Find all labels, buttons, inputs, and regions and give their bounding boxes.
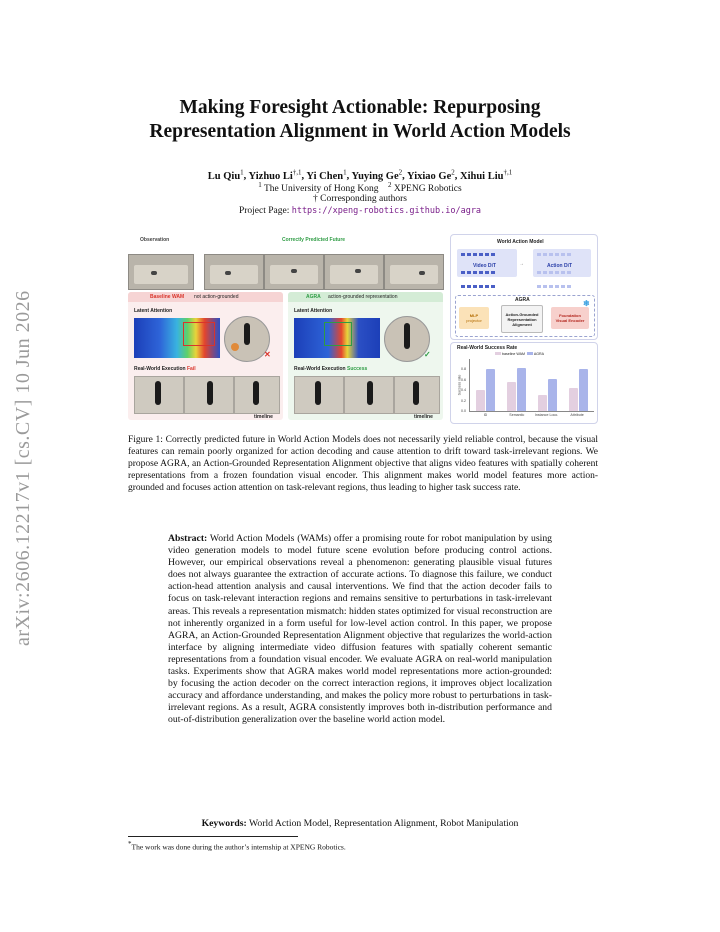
mlp-projector-block: MLP projector [459, 307, 489, 329]
agra-block-label: AGRA [515, 297, 530, 303]
abstract-label: Abstract: [168, 533, 208, 544]
future-frame [204, 254, 264, 290]
footnote: *The work was done during the author’s internship at XPENG Robotics. [128, 840, 346, 852]
project-url-link[interactable]: https://xpeng-robotics.github.io/agra [291, 206, 482, 216]
y-tick-label: 0.4 [461, 388, 466, 393]
world-action-model-diagram [450, 234, 598, 340]
x-tick-label: Instance Loco. [534, 413, 559, 417]
author: Yi Chen$^1$ [306, 168, 347, 182]
figure-caption: Figure 1: Correctly predicted future in World Action Models does not necessarily yield reliable control, because the visual features can remain poorly organized for action decoding and cause attention to drift toward task-irrelevant regions. We propose AGRA, an Action-Grounded Representation Alignment objective that aligns video features with spatially coherent representations from a frozen foundation visual encoder. This alignment makes world model features more action-grounded and focuses action attention on task-relevant regions, thus leading to higher task success rate. [128, 435, 598, 493]
agra-bar [517, 368, 526, 411]
author: Yixiao Ge$^2$ [407, 168, 455, 182]
attention-box [324, 322, 352, 346]
y-axis-label: Success rate [457, 374, 462, 396]
execution-frame [344, 376, 394, 414]
author: Yizhuo $Li^{\dagger,1}$ [248, 168, 302, 182]
snowflake-icon: ❄ [583, 299, 590, 308]
video-dit-label: Video DiT [473, 263, 496, 269]
footnote-rule [128, 836, 298, 837]
success-rate-chart [450, 342, 598, 424]
y-tick-label: 0.0 [461, 409, 466, 413]
arrow-icon: → [519, 261, 524, 267]
title-line-1: Making Foresight Actionable: Repurposing [179, 97, 541, 118]
author: Xihui Liu$^{\dagger,1}$ [460, 168, 513, 182]
corresponding-note: † Corresponding authors [313, 194, 407, 204]
baseline-bar [569, 388, 578, 411]
future-frame [324, 254, 384, 290]
x-tick-label: Attribute [570, 413, 584, 417]
execution-frame [234, 376, 280, 414]
execution-frame [294, 376, 344, 414]
attention-box [183, 322, 215, 346]
action-dit-label: Action DiT [547, 263, 572, 269]
agra-bar [579, 369, 588, 411]
future-frame [264, 254, 324, 290]
plot-area [461, 359, 594, 417]
agra-bar [548, 379, 557, 411]
execution-frame [394, 376, 440, 414]
x-tick-label: Semantic [509, 413, 525, 417]
predicted-future-label: Correctly Predicted Future [282, 237, 346, 243]
author-list: Lu Qiu$^1$, Yizhuo $Li^{\dagger,1}$, Yi Chen$^1$, Yuying Ge$^2$, Yixiao Ge$^2$, Xihui Liu$^{\dagger,1}$ [207, 168, 513, 182]
wm-title: World Action Model [497, 239, 544, 245]
success-check-icon: ✓ [424, 350, 431, 359]
y-tick-label: 0.2 [461, 398, 466, 403]
not-grounded-label: not action-grounded [194, 294, 239, 300]
fail-cross-icon: ✕ [264, 350, 271, 359]
author: Lu Qiu$^1$ [207, 168, 244, 182]
execution-frame [134, 376, 184, 414]
legend: baseline WAM AGRA [495, 352, 544, 356]
timeline-label: timeline [414, 414, 433, 420]
baseline-panel [128, 292, 283, 420]
title-line-2: Representation Alignment in World Action Models [149, 121, 571, 142]
observation-frame [128, 254, 194, 290]
keywords-label: Keywords: [201, 818, 247, 829]
author: Yuying Ge$^2$ [351, 168, 403, 182]
observation-label: Observation [140, 237, 170, 243]
foundation-encoder-block: Foundation Visual Encoder [551, 307, 589, 329]
latent-attention-label: Latent Attention [294, 308, 333, 314]
figure-1 [128, 232, 598, 424]
y-tick-label: 0.6 [461, 377, 466, 382]
grounded-label: action-grounded representation [328, 294, 398, 300]
abstract [168, 533, 552, 727]
agra-panel [288, 292, 443, 420]
chart-title: Real-World Success Rate [457, 345, 518, 351]
y-tick-label: 0.8 [461, 367, 466, 372]
timeline-label: timeline [254, 414, 273, 420]
arxiv-stamp: arXiv:2606.12217v1 [cs.CV] 10 Jun 2026 [12, 290, 34, 646]
baseline-execution-label: Real-World Execution Fail [134, 366, 196, 372]
execution-frame [184, 376, 234, 414]
future-frame [384, 254, 444, 290]
agra-label: AGRA [306, 294, 321, 300]
keywords [168, 818, 552, 829]
agra-execution-label: Real-World Execution Success [294, 366, 368, 372]
latent-attention-label: Latent Attention [134, 308, 173, 314]
abstract-text: World Action Models (WAMs) offer a promising route for robot manipulation by using video generation models to model future scene evolution before producing control actions. However, our empirical observations reveal a phenomenon: generating plausible visual futures does not always guarantee the extraction of accurate actions. To diagnose this failure, we conduct action-head attention analysis and causal interventions. We find that the action decoder fails to focus on task-relevant interaction regions and remains sensitive to perturbations in task-irrelevant areas. This reveals a representation mismatch: hidden states optimized for visual reconstruction are not inherently organized in a form useful for low-level action control. In this paper, we propose AGRA, an Action-Grounded Representation Alignment objective that regularizes the world-action interface by aligning intermediate video diffusion features with spatially coherent semantic representations from a foundation visual encoder. We evaluate AGRA on real-world manipulation tasks. Experiments show that AGRA makes world model representations more action-grounded: by focusing the action decoder on the correct interaction regions, it improves object localization accuracy and affordance understanding, and makes the policy more robust to perturbations in task-irrelevant regions. As a result, AGRA consistently improves both in-distribution performance and out-of-distribution generalization over the baseline world action model. [168, 533, 553, 726]
affiliations: $^1$ The University of Hong Kong $^2$ XPENG Robotics [258, 181, 462, 195]
alignment-block: Action-Grounded Representation Alignment [501, 305, 543, 333]
baseline-bar [476, 390, 485, 411]
project-page: Project Page: https://xpeng-robotics.github.io/agra [238, 206, 482, 216]
baseline-bar [507, 382, 516, 411]
keywords-text: World Action Model, Representation Alignment, Robot Manipulation [249, 818, 519, 829]
paper-title [100, 96, 620, 144]
agra-bar [486, 369, 495, 411]
baseline-bar [538, 395, 547, 411]
baseline-wam-label: Baseline WAM [150, 294, 185, 300]
x-tick-label: ID [483, 413, 488, 417]
